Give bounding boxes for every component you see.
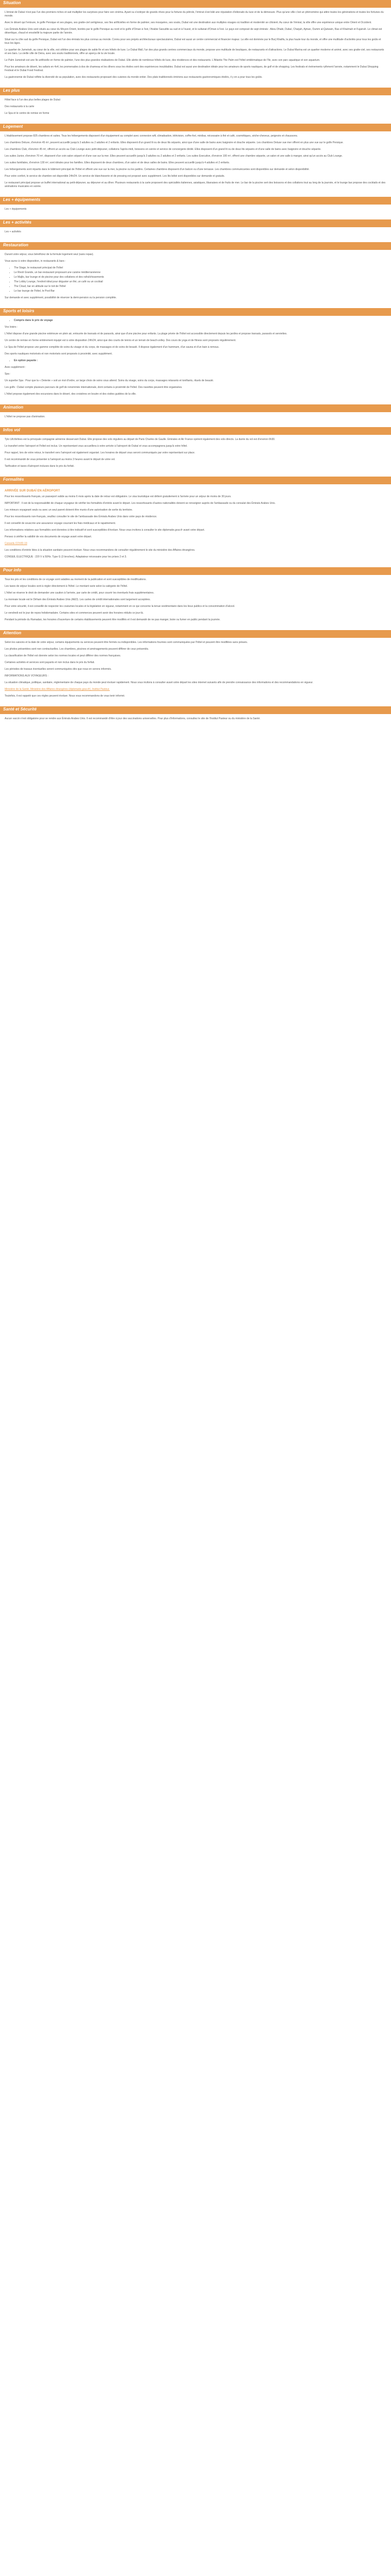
equipements-section	[0, 205, 391, 219]
situation-section	[0, 8, 391, 88]
paragraph: Les suites familiales, d'environ 130 m², sont idéales pour les familles. Elles disposent de deux chambres, d'un salon et de deux salles de bains. Elles peuvent accueillir jusqu'à 4 adultes et 2 enfants.	[5, 161, 230, 164]
paragraph: Certaines activités et services sont payants et non inclus dans le prix du forfait.	[5, 661, 95, 664]
attention-heading: Attention	[0, 630, 391, 638]
paragraph: Spa :	[5, 372, 11, 376]
paragraph: Les chambres Club, d'environ 45 m², offrent un accès au Club Lounge avec petit-déjeuner, collations l'après-midi, boissons en soirée et service de conciergerie dédié. Elles disposent d'un grand lit ou de deux lits séparés et d'une salle de bains avec baignoire et douche séparée.	[5, 148, 321, 151]
paragraph: Durant votre séjour, vous bénéficiez de la formule logement seul (sans repas).	[5, 253, 94, 256]
paragraph: La gastronomie de Dubaï reflète la diversité de sa population, avec des restaurants proposant des cuisines du monde entier. Des plats traditionnels émiriens aux restaurants gastronomiques étoilés, il y en a pour tous les goûts.	[5, 76, 263, 79]
list-item: • Le Majlis, bar lounge et de piscine pour des collations et des rafraîchissements	[14, 276, 386, 279]
paragraph: Le restaurant principal propose un buffet international au petit-déjeuner, au déjeuner et au dîner. Plusieurs restaurants à la carte proposent des spécialités italiennes, asiatiques, libanaises et de fruits de mer. Le bar de la piscine sert des boissons et des collations tout au long de la journée, et le lounge bar propose des cocktails et des animations musicales en soirée.	[5, 181, 386, 188]
paragraph: L'établissement propose 825 chambres et suites. Tous les hébergements disposent d'un équipement au complet avec connexion wifi, climatisation, télévision, coffre-fort, minibar, nécessaire à thé et café, cosmétiques, sèche-cheveux, peignoirs et chaussons.	[5, 134, 298, 138]
paragraph: Le Spa de l'hôtel propose une gamme complète de soins du visage et du corps, de massages et de soins de beauté. Il dispose également d'un hammam, d'un sauna et d'un bain à remous.	[5, 346, 220, 349]
paragraph: Le Palm Jumeirah est une île artificielle en forme de palmier, l'une des plus grandes réalisations de Dubaï. Elle abrite de nombreux hôtels de luxe, des résidences et des restaurants. L'Atlantis The Palm est l'hôtel emblématique de l'île, avec son parc aquatique et son aquarium.	[5, 59, 320, 62]
paragraph: L'hôtel se réserve le droit de demander une caution à l'arrivée, par carte de crédit, pour couvrir les éventuels frais supplémentaires.	[5, 591, 154, 595]
paragraph: Avec supplément :	[5, 366, 26, 369]
paragraph: Les + activités	[5, 230, 21, 233]
restauration-section	[0, 250, 391, 308]
venue-list	[5, 266, 386, 293]
list-item: • The Stage, le restaurant principal de l'hôtel	[14, 266, 386, 270]
animation-section	[0, 412, 391, 427]
list-item: • Le Rivoli Grande, un bar-restaurant proposant une cuisine méditerranéenne	[14, 271, 386, 275]
info-links[interactable]: Ministère de la Santé, Ministère des Affaires étrangères (diplomatie.gouv.fr), Institut Pasteur.	[5, 688, 110, 691]
paragraph: L'hôtel propose également des excursions dans le désert, des croisières en boutre et des visites guidées de la ville.	[5, 393, 137, 396]
logement-heading: Logement	[0, 124, 391, 131]
paragraph: Les hébergements sont répartis dans le bâtiment principal de l'hôtel et offrent une vue sur la mer, la piscine ou les jardins. Certaines chambres disposent d'un balcon ou d'une terrasse. Les chambres communicantes sont disponibles sur demande et selon disponibilité.	[5, 168, 309, 171]
paragraph: CONSEIL ÉLECTRIQUE : 220 V à 50Hz. Type G (3 broches). Adaptateur nécessaire pour les prises 2 et 3.	[5, 555, 127, 558]
logement-section	[0, 131, 391, 197]
list-item: Hôtel face à l'un des plus belles plages de Dubaï	[5, 98, 60, 101]
paragraph: Avec le désert qui l'entoure, le golfe Persique et ses plages, ses gratte-ciel vertigineux, ses îles artificielles en forme de palmier, ses mosquées, ses souks, Dubaï est une destination aux multiples visages où tradition et modernité se côtoient. Au cœur de l'émirat, la ville offre une expérience unique entre Orient et Occident.	[5, 21, 372, 24]
situation-heading: Situation	[0, 0, 391, 8]
formalites-section	[0, 484, 391, 567]
paragraph: Des sports nautiques motorisés et non motorisés sont proposés à proximité, avec supplément.	[5, 352, 112, 355]
paragraph: Pour les ressortissants français, un passeport valide au moins 6 mois après la date de retour est obligatoire. Le visa touristique est délivré gratuitement à l'arrivée pour un séjour de moins de 30 jours.	[5, 495, 232, 498]
paragraph: L'émirat de Dubaï n'est pas l'un des premiers riches et sait multiplier les surprises pour faire son cinéma. Ayant su s'extirper de grands rêves pour la fortune du pétrole, l'émirat s'est bâti une réputation d'eldorado du luxe et de la démesure. Plus qu'une ville c'est un phénomène qui attire toutes les générations et toutes les fortunes du monde.	[5, 11, 384, 18]
paragraph: Sur demande et avec supplément, possibilité de réserver la demi-pension ou la pension complète.	[5, 296, 117, 299]
list-item: • Compris dans le prix de voyage	[14, 319, 386, 323]
sante-heading: Santé et Sécurité	[0, 706, 391, 714]
attention-section	[0, 638, 391, 706]
plus-heading: Les plus	[0, 88, 391, 95]
list-item: Des restaurants à la carte	[5, 105, 35, 108]
paragraph: Selon les saisons et la date de votre séjour, certains équipements ou services peuvent être fermés ou indisponibles. Les informations fournies sont communiquées par l'hôtel et peuvent être modifiées sans préavis.	[5, 641, 248, 644]
sports-section	[0, 316, 391, 404]
paragraph: Un centre de remise en forme entièrement équipé est à votre disposition 24h/24, ainsi que des courts de tennis et un terrain de beach-volley. Des cours de yoga et de fitness sont proposés régulièrement.	[5, 339, 236, 342]
paragraph: Un superbe Spa : Pour que la « Detente » soit un mot d'ordre, un large choix de soins vous attend. Soins du visage, soins du corps, massages relaxants et tonifiants, rituels de beauté.	[5, 379, 214, 382]
paragraph: Les golfs : Dubaï compte plusieurs parcours de golf de renommée internationale, dont certains à proximité de l'hôtel. Des navettes peuvent être organisées.	[5, 386, 183, 389]
covid-link[interactable]: Conseils COVID-19	[5, 542, 27, 545]
list-item: • En option payante :	[14, 359, 386, 363]
optional-list	[5, 359, 386, 363]
paragraph: Il est recommandé de vous présenter à l'aéroport au moins 3 heures avant le départ de votre vol.	[5, 458, 116, 461]
paragraph: Les suites Junior, d'environ 70 m², disposent d'un coin salon séparé et d'une vue sur la mer. Elles peuvent accueillir jusqu'à 3 adultes ou 2 adultes et 2 enfants. Les suites Executive, d'environ 100 m², offrent une chambre séparée, un salon et une salle à manger, ainsi qu'un accès au Club Lounge.	[5, 155, 343, 158]
paragraph: Les chambres Deluxe, d'environ 45 m², peuvent accueillir jusqu'à 3 adultes ou 2 adultes et 2 enfants. Elles disposent d'un grand lit ou de deux lits séparés, ainsi que d'une salle de bains avec baignoire et douche séparée. Les chambres Deluxe vue mer offrent en plus une vue sur le golfe Persique.	[5, 141, 344, 144]
paragraph: Toutefois, il est rappelé que ces règles peuvent évoluer. Nous vous recommandons de vous tenir informé.	[5, 694, 125, 698]
paragraph: Situé sur la côte sud du golfe Persique, Dubaï est l'un des émirats les plus connus au monde. Connu pour ses projets architecturaux spectaculaires, Dubaï est aussi un centre commercial et financier majeur. La ville est dominée par le Burj Khalifa, la plus haute tour du monde, et offre une multitude d'activités pour tous les goûts et tous les âges.	[5, 38, 381, 45]
paragraph: La situation climatique, politique, sanitaire, réglementaire de chaque pays du monde peut évoluer rapidement. Nous vous invitons à consulter avant votre départ les sites internet suivants afin de prendre connaissance des informations et des recommandations en vigueur.	[5, 681, 314, 684]
plus-section	[0, 95, 391, 124]
paragraph: Le quartier de Jumeirah, au cœur de la ville, est célèbre pour ses plages de sable fin et ses hôtels de luxe. Le Dubai Mall, l'un des plus grands centres commerciaux du monde, propose une multitude de boutiques, de restaurants et d'attractions. Le Dubai Marina est un quartier moderne et animé, avec ses gratte-ciel, ses restaurants et ses bars. La vieille ville de Deira, avec ses souks traditionnels, offre un aperçu de la vie locale.	[5, 48, 384, 55]
paragraph: Pour les amateurs de désert, les safaris en 4x4, les promenades à dos de chameau et les dîners sous les étoiles sont des expériences inoubliables. Dubaï est aussi une destination idéale pour les amateurs de sports nautiques, de golf et de shopping. Les festivals et événements rythment l'année, notamment le Dubai Shopping Festival et le Dubai Food Festival.	[5, 65, 379, 72]
paragraph: Aucun vaccin n'est obligatoire pour se rendre aux Émirats Arabes Unis. Il est recommandé d'être à jour des vaccinations universelles. Pour plus d'informations, consultez le site de l'Institut Pasteur ou du ministère de la Santé.	[5, 717, 260, 720]
paragraph: Pour les ressortissants non-français, veuillez consulter le site de l'ambassade des Émirats Arabes Unis dans votre pays de résidence.	[5, 515, 157, 518]
paragraph: Pour votre confort, le service de chambre est disponible 24h/24. Un service de blanchisserie et de pressing est proposé avec supplément. Les lits bébé sont disponibles sur demande et gratuits.	[5, 175, 225, 178]
sports-list	[5, 319, 386, 323]
paragraph: Les + équipements	[5, 208, 27, 211]
paragraph: Les Émirats Arabes Unis sont situés au cœur du Moyen-Orient, bordés par le golfe Persique au nord et le golfe d'Oman à l'est, l'Arabie Saoudite au sud et à l'ouest, et le sultanat d'Oman à l'est. Le pays est composé de sept émirats : Abou Dhabi, Dubaï, Charjah, Ajman, Oumm al-Qaïwaïn, Ras el Khaïmah et Fujaïrah. Le climat est désertique, chaud et ensoleillé la majeure partie de l'année.	[5, 28, 382, 35]
paragraph: Pensez à vérifier la validité de vos documents de voyage avant votre départ.	[5, 535, 92, 538]
list-item: Le Spa et le centre de remise en forme	[5, 112, 50, 115]
infos-heading: Infos vol	[0, 427, 391, 435]
paragraph: Les photos présentées sont non contractuelles. Les chambres, piscines et aménagements peuvent différer de ceux présentés.	[5, 648, 149, 651]
formalites-subheading: ARRIVÉE SUR DUBAÏ EN AÉROPORT	[5, 489, 60, 493]
paragraph: Les conditions d'entrée liées à la situation sanitaire peuvent évoluer. Nous vous recommandons de consulter régulièrement le site du ministère des Affaires étrangères.	[5, 549, 196, 552]
sports-heading: Sports et loisirs	[0, 308, 391, 316]
paragraph: L'hôtel ne propose pas d'animation.	[5, 415, 45, 418]
paragraph: La classification de l'hôtel est donnée selon les normes locales et peut différer des normes françaises.	[5, 654, 121, 657]
restauration-heading: Restauration	[0, 242, 391, 250]
paragraph: La monnaie locale est le Dirham des Émirats Arabes Unis (AED). Les cartes de crédit internationales sont largement acceptées.	[5, 598, 151, 601]
paragraph: INFORMATIONS AUX VOYAGEURS :	[5, 674, 48, 677]
paragraph: Tylo UA Airlines est la principale compagnie aérienne desservant Dubaï. Elle propose des vols réguliers au départ de Paris Charles de Gaulle. Emirates et Air France opèrent également des vols directs. La durée du vol est d'environ 6h30.	[5, 438, 275, 441]
paragraph: Vos loisirs :	[5, 326, 18, 329]
equipements-heading: Les + équipements	[0, 197, 391, 205]
paragraph: Pour rappel, lors de votre retour, le transfert vers l'aéroport est également organisé. Les horaires de départ vous seront communiqués par votre représentant sur place.	[5, 451, 196, 454]
paragraph: IMPORTANT : Il est de la responsabilité de chaque voyageur de vérifier les formalités d'entrée avant le départ. Les ressortissants d'autres nationalités doivent se renseigner auprès de l'ambassade ou du consulat des Émirats Arabes Unis.	[5, 502, 276, 505]
paragraph: Il est conseillé de souscrire une assurance voyage couvrant les frais médicaux et le rapatriement.	[5, 522, 116, 525]
paragraph: Tous les prix et les conditions de ce voyage sont valables au moment de la publication et sont susceptibles de modifications.	[5, 578, 146, 581]
paragraph: Pour votre sécurité, il est conseillé de respecter les coutumes locales et la législation en vigueur, notamment en ce qui concerne la tenue vestimentaire dans les lieux publics et la consommation d'alcool.	[5, 605, 235, 608]
paragraph: Les informations relatives aux formalités sont données à titre indicatif et sont susceptibles d'évoluer. Nous vous invitons à consulter le site diplomatie.gouv.fr avant votre départ.	[5, 529, 205, 532]
infos-section	[0, 435, 391, 477]
activites-section	[0, 227, 391, 242]
paragraph: Les mineurs voyageant seuls ou avec un seul parent doivent être munis d'une autorisation de sortie du territoire.	[5, 509, 133, 512]
paragraph: Vous aurez à votre disposition, in restaurants & bars :	[5, 260, 66, 263]
activites-heading: Les + activités	[0, 219, 391, 227]
list-item: • The Lobby Lounge, l'endroit idéal pour déguster un thé, un café ou un cocktail	[14, 280, 386, 284]
list-item: • The Cloud, bar en altitude sur le toit de l'hôtel	[14, 285, 386, 289]
sante-section	[0, 714, 391, 729]
paragraph: Le vendredi est le jour de repos hebdomadaire. Certains sites et commerces peuvent avoir des horaires réduits ce jour-là.	[5, 612, 144, 615]
paragraph: Les taxes de séjour locales sont à régler directement à l'hôtel. Le montant varie selon la catégorie de l'hôtel.	[5, 585, 128, 588]
animation-heading: Animation	[0, 404, 391, 412]
formalites-heading: Formalités	[0, 477, 391, 484]
product-description	[0, 0, 391, 739]
paragraph: Le transfert entre l'aéroport et l'hôtel est inclus. Un représentant vous accueillera à votre arrivée à l'aéroport de Dubaï et vous accompagnera jusqu'à votre hôtel.	[5, 445, 188, 448]
paragraph: Tarification et taxes d'aéroport incluses dans le prix du forfait.	[5, 465, 75, 468]
paragraph: Les périodes de travaux éventuelles seront communiquées dès que nous en serons informés.	[5, 668, 112, 671]
paragraph: Pendant la période du Ramadan, les horaires d'ouverture de certains établissements peuvent être modifiés et il est demandé de ne pas manger, boire ou fumer en public pendant la journée.	[5, 618, 221, 621]
paragraph: L'hôtel dispose d'une grande piscine extérieure en plein air, entourée de transats et de parasols, ainsi que d'une piscine pour enfants. La plage privée de l'hôtel est accessible directement depuis les jardins et propose transats, parasols et serviettes.	[5, 332, 287, 335]
list-item: • Le bar lounge de l'hôtel, le Pool Bar	[14, 290, 386, 293]
pourinfo-heading: Pour info	[0, 567, 391, 575]
pourinfo-section	[0, 575, 391, 630]
